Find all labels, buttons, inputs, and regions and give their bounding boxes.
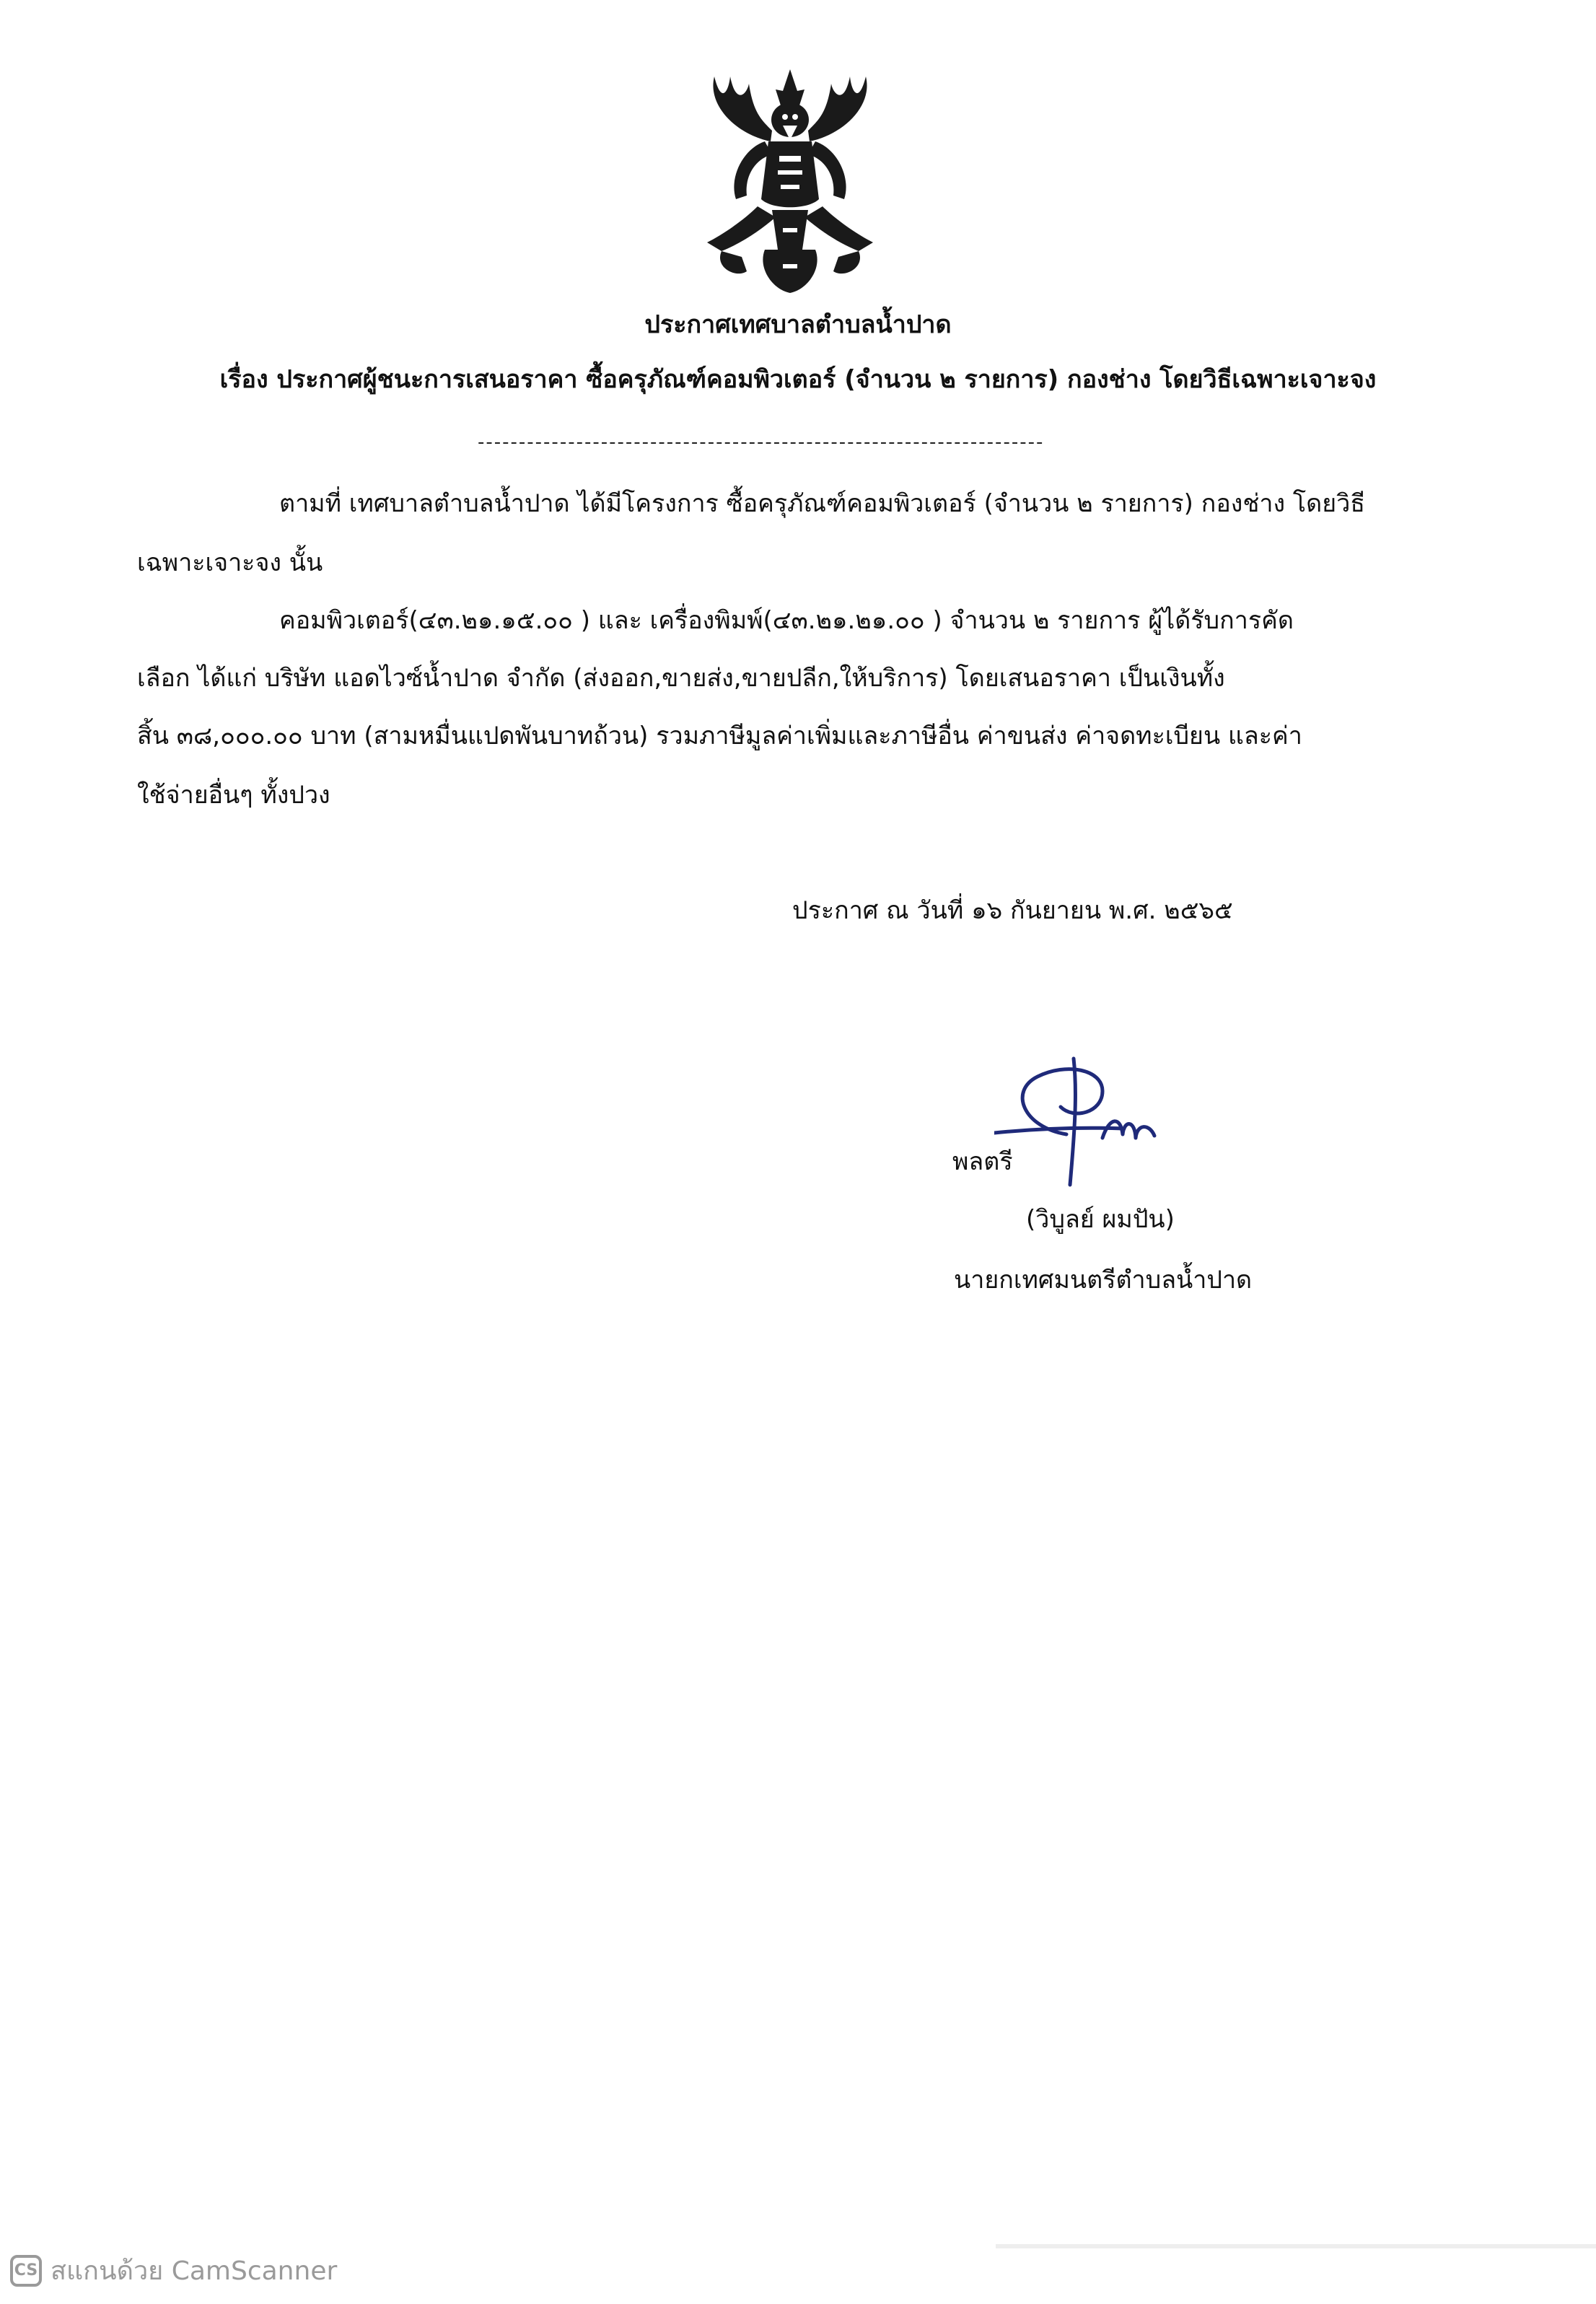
scan-edge <box>996 2244 1596 2248</box>
divider-line: --------------------------------------------------------------------- <box>478 432 1045 453</box>
paragraph-1-line-2: เฉพาะเจาะจง นั้น <box>137 548 323 577</box>
camscanner-text: สแกนด้วย CamScanner <box>51 2256 338 2286</box>
paragraph-2-line-4: ใช้จ่ายอื่นๆ ทั้งปวง <box>137 781 330 810</box>
paragraph-1-line-1: ตามที่ เทศบาลตำบลน้ำปาด ได้มีโครงการ ซื้อครุภัณฑ์คอมพิวเตอร์ (จำนวน ๒ รายการ) กองช่าง โดยวิธี <box>279 489 1366 518</box>
announce-date: ประกาศ ณ วันที่ ๑๖ กันยายน พ.ศ. ๒๕๖๕ <box>792 896 1233 925</box>
camscanner-logo-icon: CS <box>10 2255 42 2287</box>
paragraph-2-line-1: คอมพิวเตอร์(๔๓.๒๑.๑๕.๐๐ ) และ เครื่องพิมพ์(๔๓.๒๑.๒๑.๐๐ ) จำนวน ๒ รายการ ผู้ได้รับการคัด <box>279 606 1294 635</box>
signatory-rank: พลตรี <box>952 1147 1013 1176</box>
camscanner-watermark <box>10 2250 337 2291</box>
paragraph-2-line-3: สิ้น ๓๘,๐๐๐.๐๐ บาท (สามหมื่นแปดพันบาทถ้วน) รวมภาษีมูลค่าเพิ่มและภาษีอื่น ค่าขนส่ง ค่าจดทะเบียน และค่า <box>137 722 1302 750</box>
signatory-position: นายกเทศมนตรีตำบลน้ำปาด <box>954 1266 1253 1295</box>
garuda-emblem-icon <box>678 62 902 300</box>
document-subject: เรื่อง ประกาศผู้ชนะการเสนอราคา ซื้อครุภัณฑ์คอมพิวเตอร์ (จำนวน ๒ รายการ) กองช่าง โดยวิธีเฉพาะเจาะจง <box>219 365 1377 394</box>
signature-mark <box>994 1048 1167 1192</box>
paragraph-2-line-2: เลือก ได้แก่ บริษัท แอดไวซ์น้ำปาด จำกัด (ส่งออก,ขายส่ง,ขายปลีก,ให้บริการ) โดยเสนอราคา เป็นเงินทั้ง <box>137 664 1225 693</box>
signatory-name: (วิบูลย์ ผมปัน) <box>1026 1205 1175 1234</box>
document-title: ประกาศเทศบาลตำบลน้ำปาด <box>644 310 952 339</box>
